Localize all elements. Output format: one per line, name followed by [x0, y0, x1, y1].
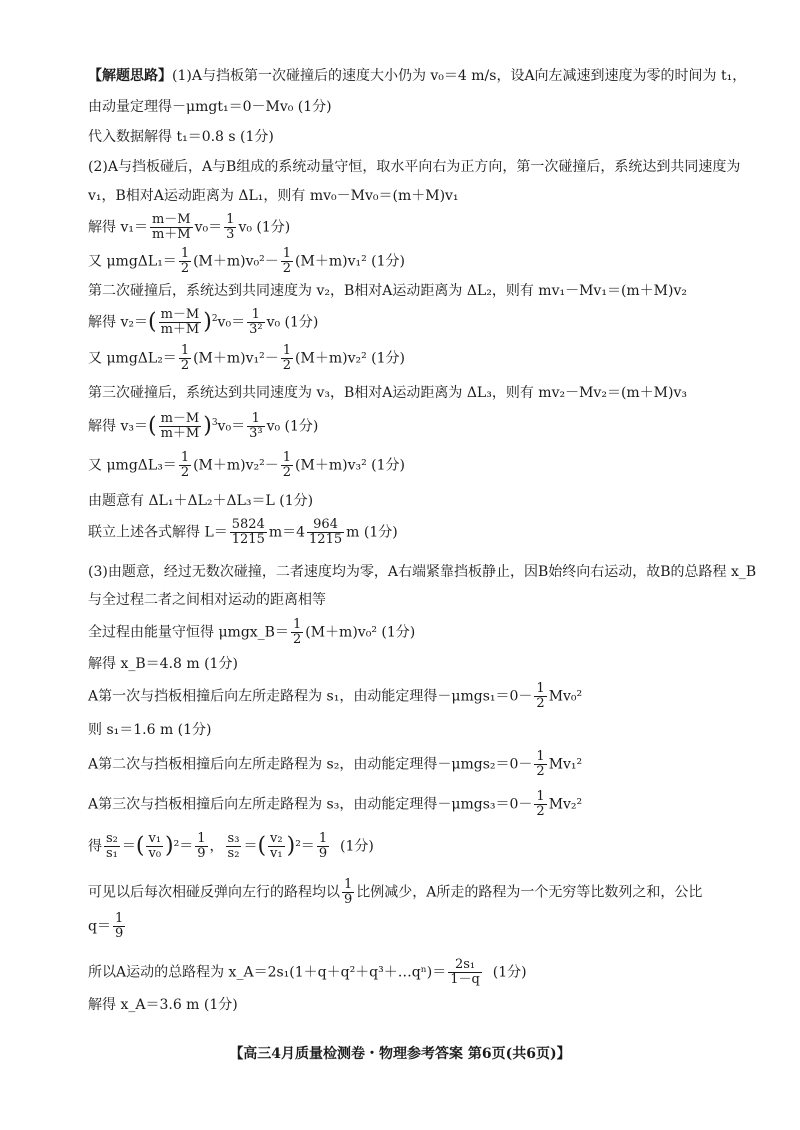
line-4: (2)A与挡板碰后，A与B组成的系统动量守恒，取水平向右为正方向，第一次碰撞后，系统达到共同速度为 — [88, 159, 741, 175]
line-27: 所以A运动的总路程为 x_A＝2s₁(1＋q＋q²＋q³＋…qⁿ)＝ $\frac{\text{2s₁}}{1-q}$ (1分) — [88, 957, 527, 987]
line-12: 解得 v₃＝( $\frac{m-M}{m+M}$ )$^3$v₀＝ $\frac{1}{\text{3³}}$ v₀ (1分) — [88, 411, 319, 441]
line-9: 解得 v₂＝( $\frac{m-M}{m+M}$ )$^2$v₀＝ $\frac{1}{\text{3²}}$ v₀ (1分) — [88, 307, 319, 337]
page-footer: 【高三4月质量检测卷・物理参考答案 第6页(共6页)】 — [229, 1046, 571, 1062]
line-7: 又 μmgΔL₁＝ $\frac{1}{2}$ (M＋m)v₀²－ $\frac{1}{2}$ (M＋m)v₁² (1分) — [88, 246, 405, 276]
line-14: 由题意有 ΔL₁＋ΔL₂＋ΔL₃＝L (1分) — [88, 493, 314, 509]
section-heading: 【解题思路】 — [88, 68, 172, 84]
line-15: 联立上述各式解得 L＝ $\frac{5824}{1215}$ m＝4 $\frac{964}{1215}$ m (1分) — [88, 517, 398, 547]
line-21: 则 s₁＝1.6 m (1分) — [88, 722, 212, 738]
line-20: A第一次与挡板相撞后向左所走路程为 s₁，由动能定理得－μmgs₁＝0－ $\frac{1}{2}$ Mv₀² — [88, 681, 583, 711]
line-16: (3)由题意，经过无数次碰撞，二者速度均为零，A右端紧靠挡板静止，因B始终向右运动，故B的总路程 x_B — [88, 564, 757, 580]
line-3: 代入数据解得 t₁＝0.8 s (1分) — [88, 129, 274, 145]
line-19: 解得 x_B＝4.8 m (1分) — [88, 656, 238, 672]
line-11: 第三次碰撞后，系统达到共同速度为 v₃，B相对A运动距离为 ΔL₃，则有 mv₂－Mv₂＝(m＋M)v₃ — [88, 385, 687, 401]
line-26: q＝ $\frac{1}{9}$ — [88, 911, 124, 941]
line-13: 又 μmgΔL₃＝ $\frac{1}{2}$ (M＋m)v₂²－ $\frac{1}{2}$ (M＋m)v₃² (1分) — [88, 450, 405, 480]
line-17: 与全过程二者之间相对运动的距离相等 — [88, 592, 326, 608]
line-8: 第二次碰撞后，系统达到共同速度为 v₂，B相对A运动距离为 ΔL₂，则有 mv₁－Mv₁＝(m＋M)v₂ — [88, 283, 687, 299]
line-6: 解得 v₁＝ $\frac{m-M}{m+M}$ v₀＝ $\frac{1}{3}$ v₀ (1分) — [88, 212, 291, 242]
line-10: 又 μmgΔL₂＝ $\frac{1}{2}$ (M＋m)v₁²－ $\frac{1}{2}$ (M＋m)v₂² (1分) — [88, 343, 405, 373]
line-24: 得 $\frac{\text{s₂}}{\text{s₁}}$ ＝( $\frac{\text{v₁}}{\text{v₀}}$ )²＝ $\frac{1}{9}$ ， $\frac{\text{s₃}}{\text{s₂}}$ ＝( $\frac{\text{v₂}}{\text{v₁}}$ )²＝ $\frac{1}{9}$ (1分) — [88, 831, 374, 861]
line-2: 由动量定理得－μmgt₁＝0－Mv₀ (1分) — [88, 99, 332, 115]
line-5: v₁，B相对A运动距离为 ΔL₁，则有 mv₀－Mv₀＝(m＋M)v₁ — [88, 188, 459, 204]
line-22: A第二次与挡板相撞后向左所走路程为 s₂，由动能定理得－μmgs₂＝0－ $\frac{1}{2}$ Mv₁² — [88, 749, 583, 779]
line-25: 可见以后每次相碰反弹向左行的路程均以 $\frac{1}{9}$ 比例减少，A所走的路程为一个无穷等比数列之和，公比 — [88, 877, 703, 907]
line-1: 【解题思路】(1)A与挡板第一次碰撞后的速度大小仍为 v₀＝4 m/s，设A向左减速到速度为零的时间为 t₁， — [88, 68, 747, 84]
line-18: 全过程由能量守恒得 μmgx_B＝ $\frac{1}{2}$ (M＋m)v₀² (1分) — [88, 617, 416, 647]
line-23: A第三次与挡板相撞后向左所走路程为 s₃，由动能定理得－μmgs₃＝0－ $\frac{1}{2}$ Mv₂² — [88, 789, 583, 819]
line-28: 解得 x_A＝3.6 m (1分) — [88, 997, 238, 1013]
